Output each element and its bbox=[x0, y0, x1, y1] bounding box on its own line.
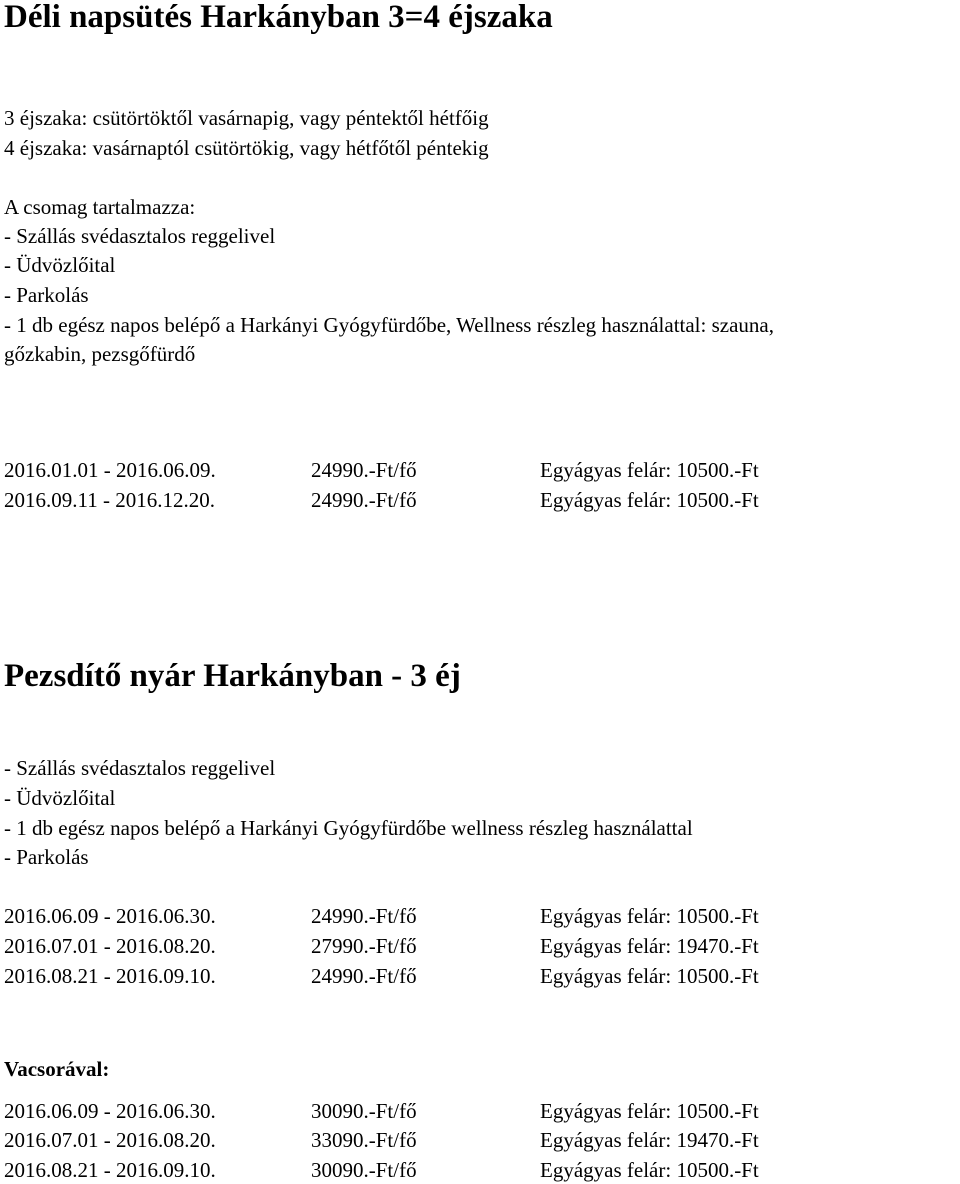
dinner-price-row bbox=[4, 1126, 954, 1154]
price-supplement: Egyágyas felár: 10500.-Ft bbox=[540, 1158, 759, 1182]
package-heading: A csomag tartalmazza: bbox=[4, 195, 196, 219]
price-row bbox=[4, 902, 954, 930]
price-supplement: Egyágyas felár: 19470.-Ft bbox=[540, 1128, 759, 1152]
package-item: - Üdvözlőital bbox=[4, 253, 116, 277]
price-amount: 33090.-Ft/fő bbox=[311, 1128, 417, 1152]
package-item: gőzkabin, pezsgőfürdő bbox=[4, 342, 196, 366]
price-row bbox=[4, 932, 954, 960]
price-amount: 24990.-Ft/fő bbox=[311, 488, 417, 512]
package-item: - 1 db egész napos belépő a Harkányi Gyógyfürdőbe wellness részleg használattal bbox=[4, 816, 693, 840]
price-amount: 30090.-Ft/fő bbox=[311, 1158, 417, 1182]
dinner-heading: Vacsorával: bbox=[4, 1057, 110, 1081]
price-dates: 2016.06.09 - 2016.06.30. bbox=[4, 904, 216, 928]
package-item: - Parkolás bbox=[4, 845, 89, 869]
price-row bbox=[4, 456, 954, 484]
price-supplement: Egyágyas felár: 10500.-Ft bbox=[540, 488, 759, 512]
price-dates: 2016.06.09 - 2016.06.30. bbox=[4, 1099, 216, 1123]
price-supplement: Egyágyas felár: 10500.-Ft bbox=[540, 458, 759, 482]
price-supplement: Egyágyas felár: 19470.-Ft bbox=[540, 934, 759, 958]
dinner-price-row bbox=[4, 1097, 954, 1125]
dinner-price-row bbox=[4, 1156, 954, 1184]
package-item: - 1 db egész napos belépő a Harkányi Gyógyfürdőbe, Wellness részleg használattal: szauna, bbox=[4, 313, 774, 337]
price-row bbox=[4, 962, 954, 990]
price-dates: 2016.01.01 - 2016.06.09. bbox=[4, 458, 216, 482]
package-item: - Szállás svédasztalos reggelivel bbox=[4, 756, 276, 780]
nights-line: 3 éjszaka: csütörtöktől vasárnapig, vagy péntektől hétfőig bbox=[4, 106, 489, 130]
package-item: - Parkolás bbox=[4, 283, 89, 307]
price-amount: 27990.-Ft/fő bbox=[311, 934, 417, 958]
price-supplement: Egyágyas felár: 10500.-Ft bbox=[540, 904, 759, 928]
price-row bbox=[4, 486, 954, 514]
price-amount: 24990.-Ft/fő bbox=[311, 964, 417, 988]
price-dates: 2016.07.01 - 2016.08.20. bbox=[4, 934, 216, 958]
price-amount: 30090.-Ft/fő bbox=[311, 1099, 417, 1123]
section1-title: Déli napsütés Harkányban 3=4 éjszaka bbox=[4, 0, 553, 35]
nights-line: 4 éjszaka: vasárnaptól csütörtökig, vagy hétfőtől péntekig bbox=[4, 136, 489, 160]
price-amount: 24990.-Ft/fő bbox=[311, 904, 417, 928]
section2-title: Pezsdítő nyár Harkányban - 3 éj bbox=[4, 658, 461, 694]
price-dates: 2016.08.21 - 2016.09.10. bbox=[4, 964, 216, 988]
package-item: - Üdvözlőital bbox=[4, 786, 116, 810]
price-amount: 24990.-Ft/fő bbox=[311, 458, 417, 482]
price-supplement: Egyágyas felár: 10500.-Ft bbox=[540, 1099, 759, 1123]
package-item: - Szállás svédasztalos reggelivel bbox=[4, 224, 276, 248]
price-dates: 2016.07.01 - 2016.08.20. bbox=[4, 1128, 216, 1152]
price-dates: 2016.09.11 - 2016.12.20. bbox=[4, 488, 215, 512]
price-dates: 2016.08.21 - 2016.09.10. bbox=[4, 1158, 216, 1182]
price-supplement: Egyágyas felár: 10500.-Ft bbox=[540, 964, 759, 988]
